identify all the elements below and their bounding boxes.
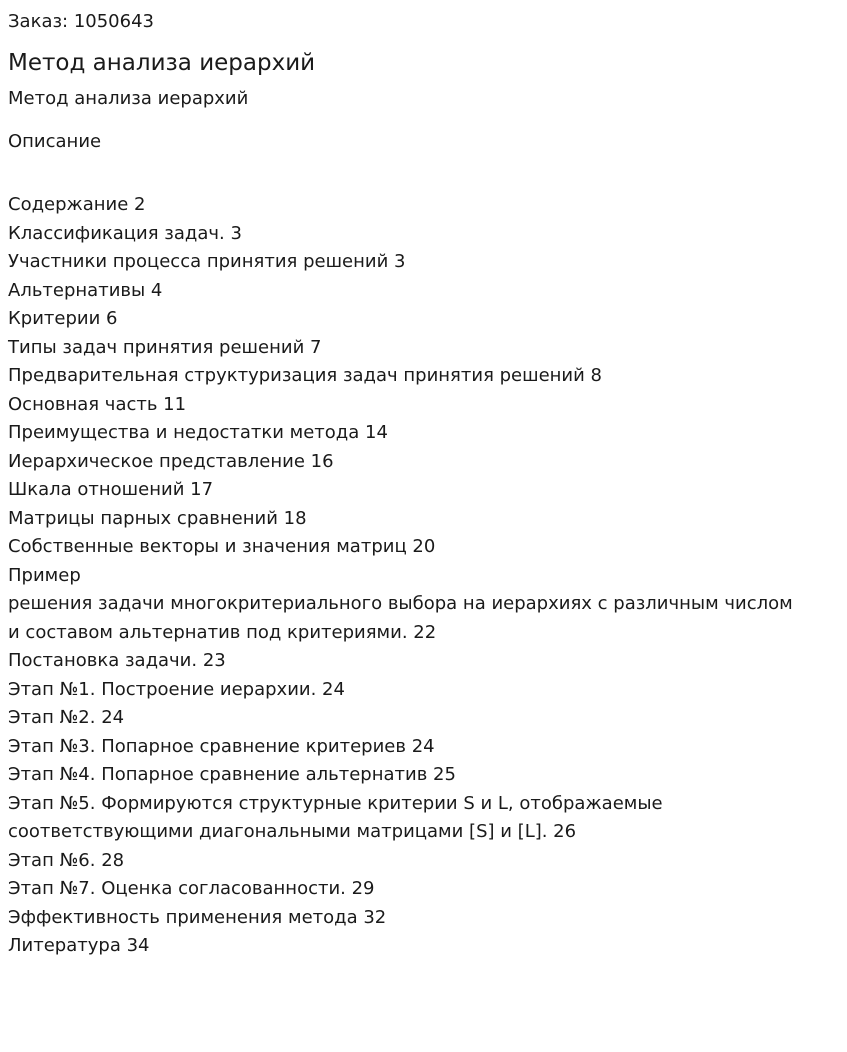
toc-line: Собственные векторы и значения матриц 20 xyxy=(8,536,436,557)
toc-line: решения задачи многокритериального выбора на иерархиях с различным числом xyxy=(8,593,793,614)
toc-line: Альтернативы 4 xyxy=(8,279,163,301)
toc-line: Иерархическое представление 16 xyxy=(8,450,334,472)
toc-line: Шкала отношений 17 xyxy=(8,479,214,500)
toc-line: Этап №3. Попарное сравнение критериев 24 xyxy=(8,735,435,757)
toc-line: Участники процесса принятия решений 3 xyxy=(8,251,406,272)
toc-line: Постановка задачи. 23 xyxy=(8,650,226,671)
toc-line: Типы задач принятия решений 7 xyxy=(8,336,322,358)
toc-line: Пример xyxy=(8,564,81,586)
order-number: Заказ: 1050643 xyxy=(8,11,154,32)
page-title: Метод анализа иерархий xyxy=(8,50,316,76)
toc-line: Этап №7. Оценка согласованности. 29 xyxy=(8,878,375,899)
toc-line: и составом альтернатив под критериями. 22 xyxy=(8,621,437,643)
toc-line: Критерии 6 xyxy=(8,308,118,329)
toc-line: Содержание 2 xyxy=(8,194,146,215)
toc-line: Литература 34 xyxy=(8,935,150,956)
toc-line: Классификация задач. 3 xyxy=(8,222,242,244)
toc-line: соответствующими диагональными матрицами [S] и [L]. 26 xyxy=(8,821,577,842)
toc-line: Этап №2. 24 xyxy=(8,707,125,728)
description-heading: Описание xyxy=(8,131,102,152)
toc-line: Этап №1. Построение иерархии. 24 xyxy=(8,678,345,700)
toc-line: Эффективность применения метода 32 xyxy=(8,906,387,928)
toc-line: Предварительная структуризация задач принятия решений 8 xyxy=(8,365,602,386)
toc-line: Этап №4. Попарное сравнение альтернатив 25 xyxy=(8,764,456,785)
toc-line: Основная часть 11 xyxy=(8,393,187,415)
page-subtitle: Метод анализа иерархий xyxy=(8,88,249,109)
toc-line: Матрицы парных сравнений 18 xyxy=(8,507,307,529)
toc-line: Преимущества и недостатки метода 14 xyxy=(8,422,388,443)
table-of-contents xyxy=(8,191,842,961)
toc-line: Этап №6. 28 xyxy=(8,849,125,871)
toc-line: Этап №5. Формируются структурные критерии S и L, отображаемые xyxy=(8,792,663,814)
